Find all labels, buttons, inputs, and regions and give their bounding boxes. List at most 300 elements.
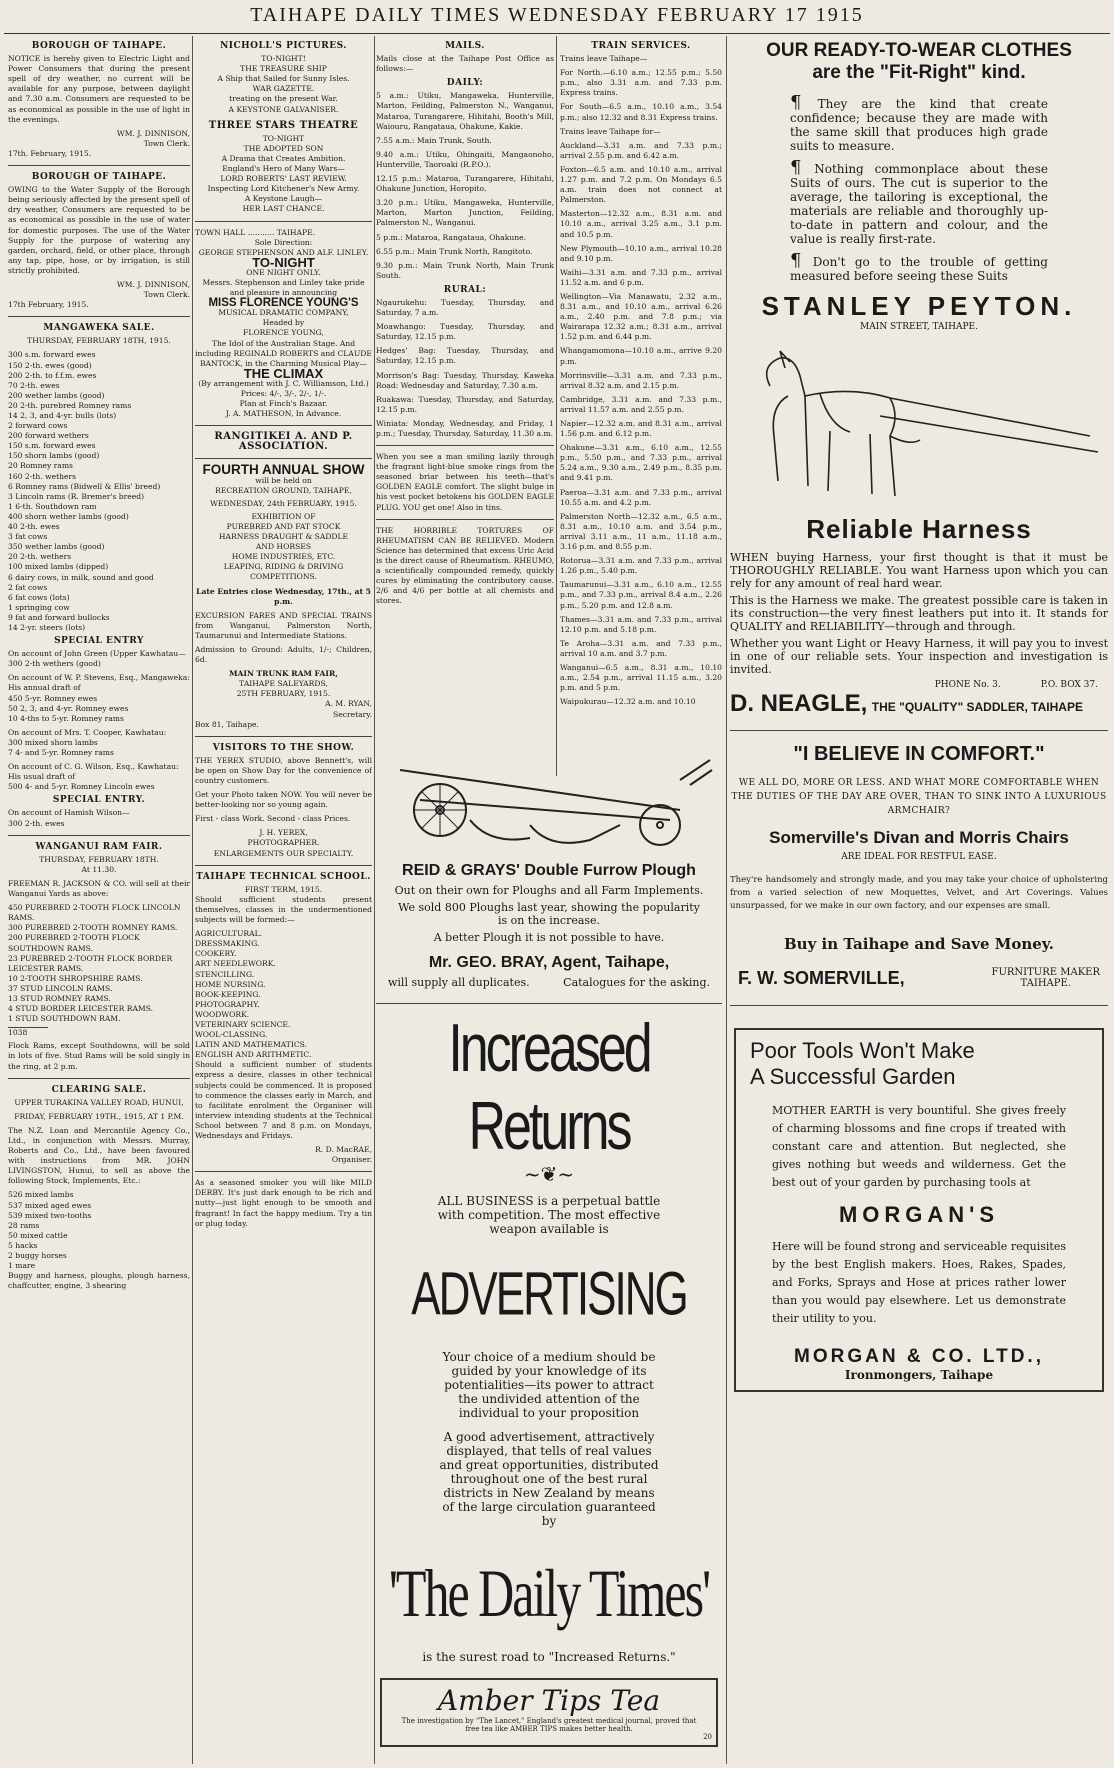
photographer-name: J. H. YEREX, xyxy=(259,828,308,838)
masthead-title: TAIHAPE DAILY TIMES xyxy=(250,4,502,26)
somerville-line xyxy=(730,967,1108,989)
ad-line: HOME INDUSTRIES, ETC. xyxy=(231,552,336,562)
train-entry: Palmerston North—12.32 a.m., 6.5 a.m., 8.31 a.m., 10.10 a.m. and 3.54 p.m., arrival 3.11 a.m., 11 a.m., 11.18 a.m., 3.16 p.m. and 8.55 p.m. xyxy=(560,511,722,552)
morgan-text: MOTHER EARTH is very bountiful. She gives freely of charming blossoms and fine crops if treated with constant care and attention. But neglected, she gives nothing but weeds and wilderness. Get the best out of your garden by purchasing tools at xyxy=(772,1104,1066,1189)
divider xyxy=(376,519,554,520)
show-headline: FOURTH ANNUAL SHOW xyxy=(202,462,365,478)
column-1 xyxy=(8,38,190,1763)
somerville-role-2: TAIHAPE. xyxy=(1020,978,1071,989)
ram-total: 1038 xyxy=(8,1027,48,1038)
ad-line: Plan at Finch's Bazaar. xyxy=(239,399,328,409)
list-item: 539 mixed two-tooths xyxy=(8,1210,92,1220)
entry-text: 10 4-ths to 5-yr. Romney rams xyxy=(8,713,124,723)
nicholls-title: NICHOLL'S PICTURES. xyxy=(220,41,347,51)
advert-text: A good advertisement, attractively displayed, that tells of real values and great opportunities, distributed throughout one of the best rural districts in New Zealand by means of the large circulation guaranteed by xyxy=(439,1430,659,1528)
train-services-title: TRAIN SERVICES. xyxy=(591,41,691,51)
advert-text: ALL BUSINESS is a perpetual battle with competition. The most effective weapon available is xyxy=(437,1194,661,1236)
flourish-icon: ~❦~ xyxy=(523,1162,575,1186)
divider xyxy=(8,835,190,836)
notice-signature: WM. J. DINNISON, xyxy=(116,279,190,289)
list-item: BOOK-KEEPING. xyxy=(195,989,261,999)
daily-times-name: 'The Daily Times' xyxy=(388,1555,710,1631)
entry-text: 450 5-yr. Romney ewes xyxy=(8,693,98,703)
entry-text: His annual draft of xyxy=(8,683,81,693)
plough-agent: Mr. GEO. BRAY, Agent, Taihape, xyxy=(428,954,670,971)
list-item: 200 2-th. to f.f.m. ewes xyxy=(8,370,97,380)
list-item: 3 fat cows xyxy=(8,532,48,542)
list-item: 5 hacks xyxy=(8,1240,38,1250)
list-item: DRESSMAKING. xyxy=(195,939,260,949)
list-item: 50 mixed cattle xyxy=(8,1230,68,1240)
plough-line: We sold 800 Ploughs last year, showing the popularity is on the increase. xyxy=(398,901,700,927)
divider xyxy=(8,1078,190,1079)
advert-text: Your choice of a medium should be guided by your knowledge of its potentialities—its power to attract the undivided attention of the individual to your proposition xyxy=(442,1350,656,1420)
plough-footer xyxy=(376,976,722,989)
visitors-text: Get your Photo taken NOW. You will never be better-looking nor so young again. xyxy=(195,790,372,810)
tech-school-title: TAIHAPE TECHNICAL SCHOOL. xyxy=(196,871,371,882)
entry-text: 500 4- and 5-yr. Romney Lincoln ewes xyxy=(8,782,155,792)
ad-line: RECREATION GROUND, TAIHAPE, xyxy=(215,485,352,495)
morgan-name: MORGAN & CO. LTD., xyxy=(794,1346,1044,1367)
divider xyxy=(195,736,372,737)
plough-line: Catalogues for the asking. xyxy=(563,976,710,989)
peyton-address: MAIN STREET, TAIHAPE. xyxy=(860,322,978,332)
ad-line: EXCURSION FARES AND SPECIAL TRAINS from Wanganui, Palmerston North, Taumarunui and Intermediate Stations. xyxy=(195,610,372,640)
column-5 xyxy=(730,38,1108,1763)
visitors-text: THE YEREX STUDIO, above Bennett's, will be open on Show Day for the convenience of country customers. xyxy=(195,755,372,785)
list-item: 2 buggy horses xyxy=(8,1251,67,1261)
list-item: AGRICULTURAL. xyxy=(195,929,263,939)
list-item: 70 2-th. ewes xyxy=(8,380,60,390)
neagle-name: D. NEAGLE, xyxy=(730,690,868,717)
train-entry: New Plymouth—10.10 a.m., arrival 10.28 and 9.10 p.m. xyxy=(560,243,722,263)
ad-line: ONE NIGHT ONLY. xyxy=(246,267,321,277)
ad-line: MAIN TRUNK RAM FAIR, xyxy=(229,669,338,679)
train-entry: Morrinsville—3.31 a.m. and 7.33 p.m., arrival 8.32 a.m. and 2.15 p.m. xyxy=(560,370,722,390)
clearing-sale-tail: Buggy and harness, ploughs, plough harness, chaffcutter, engine, 3 shearing xyxy=(8,1271,190,1291)
column-rule xyxy=(726,36,727,1764)
list-item: 450 PUREBRED 2-TOOTH FLOCK LINCOLN RAMS. xyxy=(8,903,181,923)
ad-line: WEDNESDAY, 24th FEBRUARY, 1915. xyxy=(210,498,357,508)
comfort-chairs: Somerville's Divan and Morris Chairs xyxy=(769,828,1069,847)
mail-entry: 5 p.m.: Mataroa, Rangataua, Ohakune. xyxy=(376,232,527,242)
ad-line: FLORENCE YOUNG, xyxy=(243,328,324,338)
train-entry: Rotorua—3.31 a.m. and 7.33 p.m., arrival 1.26 p.m., 5.40 p.m. xyxy=(560,556,722,576)
list-item: 3 Lincoln rams (R. Bremer's breed) xyxy=(8,491,145,501)
harness-text: This is the Harness we make. The greatest possible care is taken in its construction—the very finest leathers put into it. It stands for QUALITY and RELIABILITY—through and through. xyxy=(730,594,1108,633)
tech-role: Organiser. xyxy=(331,1155,372,1165)
peyton-name: STANLEY PEYTON. xyxy=(761,291,1077,321)
entry-text: On account of John Green (Upper Kawhatau— xyxy=(8,649,186,659)
amber-tips-ad xyxy=(380,1678,718,1747)
list-item: 10 2-TOOTH SHROPSHIRE RAMS. xyxy=(8,973,143,983)
list-item: 23 PUREBRED 2-TOOTH FLOCK BORDER LEICESTER RAMS. xyxy=(8,953,173,973)
list-item: 6 fat cows (lots) xyxy=(8,592,70,602)
pilcrow-icon: ¶ xyxy=(790,157,815,178)
ad-line: Box 81, Taihape. xyxy=(195,719,259,729)
list-item: 300 s.m. forward ewes xyxy=(8,350,96,360)
list-item: WOOL-CLASSING. xyxy=(195,1030,268,1040)
list-item: ENGLISH AND ARITHMETIC. xyxy=(195,1050,312,1060)
list-item: 150 s.m. forward ewes xyxy=(8,441,96,451)
ad-line: TAIHAPE SALEYARDS, xyxy=(239,679,328,689)
train-entry: Wanganui—6.5 a.m., 8.31 a.m., 10.10 a.m., 2.54 p.m., arrival 11.15 a.m., 3.20 p.m. and 5 p.m. xyxy=(560,662,722,693)
list-item: 100 mixed lambs (dipped) xyxy=(8,562,109,572)
peyton-text: Don't go to the trouble of getting measured before seeing these Suits xyxy=(790,255,1048,283)
pilcrow-icon: ¶ xyxy=(790,92,818,113)
divider xyxy=(195,1171,372,1172)
peyton-text xyxy=(790,250,1048,283)
morgan-role: Ironmongers, Taihape xyxy=(844,1368,994,1382)
neagle-box: P.O. BOX 37. xyxy=(1040,680,1098,690)
ad-line: TO-NIGHT xyxy=(262,133,305,143)
derby-ad: As a seasoned smoker you will like MILD DERBY. It's just dark enough to be rich and nutty—just light enough to be smooth and fragrant! In fact the happy medium. Try a tin or plug today. xyxy=(195,1178,372,1228)
mails-rural-heading: RURAL: xyxy=(443,284,487,295)
sale-date: THURSDAY, FEBRUARY 18TH, 1915. xyxy=(27,336,171,346)
list-item: WOODWORK. xyxy=(195,1009,250,1019)
list-item: 6 dairy cows, in milk, sound and good xyxy=(8,572,154,582)
train-entry: Whangamomona—10.10 a.m., arrive 9.20 p.m. xyxy=(560,346,722,366)
mail-entry: 5 a.m.: Utiku, Mangaweka, Hunterville, Marton, Feilding, Palmerston N., Wanganui, Mataroa, Turangarere, Hihitahi, Booth's Mill, Waiouru, Rangataua, Ohakune, Kakie. xyxy=(376,91,554,131)
ad-line: Sole Direction: xyxy=(254,237,313,247)
train-entry: Trains leave Taihape— xyxy=(560,54,648,64)
ad-line: A Ship that Sailed for Sunny Isles. xyxy=(217,74,350,84)
ram-fair-intro: FREEMAN R. JACKSON & CO. will sell at their Wanganui Yards as above: xyxy=(8,878,190,899)
horse-icon xyxy=(730,336,1108,514)
train-entry: Waihi—3.31 a.m. and 7.33 p.m., arrival 11.52 a.m. and 6 p.m. xyxy=(560,267,722,287)
list-item: 2 forward cows xyxy=(8,421,68,431)
pilcrow-icon: ¶ xyxy=(790,250,813,271)
clearing-sale-place: UPPER TURAKINA VALLEY ROAD, HUNUI, xyxy=(14,1097,184,1107)
divider xyxy=(376,1003,722,1004)
entry-text: On account of W. P. Stevens, Esq., Mangaweka: xyxy=(8,673,190,683)
entry-text: 300 mixed shorn lambs xyxy=(8,737,98,747)
three-stars-title: THREE STARS THEATRE xyxy=(208,119,359,131)
list-item: 150 shorn lambs (good) xyxy=(8,451,100,461)
notice-role: Town Clerk. xyxy=(143,290,190,300)
list-item: 20 2-th. purebred Romney rams xyxy=(8,400,132,410)
harness-text: Whether you want Light or Heavy Harness, it will pay you to invest in one of our reliable sets. Your inspection and investigation is invited. xyxy=(730,637,1108,676)
neagle-line xyxy=(730,690,1108,718)
column-rule xyxy=(556,36,557,776)
train-entry: Foxton—6.5 a.m. and 10.10 a.m., arrival 1.27 p.m. and 7.2 p.m. On Mondays 6.5 a.m. train does not connect at Palmerston. xyxy=(560,164,722,205)
train-entry: For North.—6.10 a.m.; 12.55 p.m.; 5.50 p.m., also 3.31 a.m. and 7.33 p.m. Express trains. xyxy=(560,68,722,98)
tech-term: FIRST TERM, 1915. xyxy=(244,884,323,894)
tech-signature: R. D. MacRAE, xyxy=(315,1145,372,1155)
ad-line: A KEYSTONE GALVANISER. xyxy=(228,104,339,114)
list-item: 6 Romney rams (Bidwell & Ellis' breed) xyxy=(8,481,161,491)
peyton-title: OUR READY-TO-WEAR CLOTHES xyxy=(766,40,1072,61)
column-2 xyxy=(195,38,372,1763)
sale-title: MANGAWEKA SALE. xyxy=(43,323,155,334)
tech-intro: Should sufficient students present themselves, classes in the undermentioned subjects will be formed:— xyxy=(195,894,372,925)
entry-text: On account of C. G. Wilson, Esq., Kawhatau: xyxy=(8,762,179,772)
column-4 xyxy=(560,38,722,773)
photographer-specialty: ENLARGEMENTS OUR SPECIALTY. xyxy=(213,848,354,858)
rangitikei-title: RANGITIKEI A. AND P. ASSOCIATION. xyxy=(214,431,353,453)
list-item: VETERINARY SCIENCE. xyxy=(195,1019,291,1029)
rheumo-ad: THE HORRIBLE TORTURES OF RHEUMATISM CAN BE RELIEVED. Modern Science has determined that excess Uric Acid is the direct cause of Rheumatism. RHEUMO, a scientifically compounded remedy, quickly cures by eliminating the contributory cause. 2/6 and 4/6 per bottle at all chemists and stores. xyxy=(376,525,554,606)
list-item: 200 wether lambs (good) xyxy=(8,390,105,400)
list-item: 14 2-yr. steers (lots) xyxy=(8,622,86,632)
list-item: 200 forward wethers xyxy=(8,431,89,441)
column-rule xyxy=(192,36,193,1764)
mail-entry: 12.15 p.m.: Mataroa, Turangarere, Hihitahi, Ohakune Junction, Horopito. xyxy=(376,174,554,194)
divider xyxy=(195,221,372,222)
train-entry: Paeroa—3.31 a.m. and 7.33 p.m., arrival 10.55 a.m. and 4.2 p.m. xyxy=(560,487,722,507)
divider xyxy=(730,730,1108,731)
comfort-text: They're handsomely and strongly made, and you may take your choice of upholstering from a varied selection of new Moquettes, Velvet, and Art Coverings. Values unsurpassed, for we make in our own factory, and our expenses are small. xyxy=(730,875,1108,911)
peyton-text xyxy=(790,157,1048,246)
list-item: 1 6-th. Southdown ram xyxy=(8,501,97,511)
town-hall-title: TOWN HALL ........... TAIHAPE. xyxy=(195,227,316,237)
comfort-title: "I BELIEVE IN COMFORT." xyxy=(793,743,1045,765)
notice-body: NOTICE is hereby given to Electric Light and Power Consumers that during the present spell of dry weather, no current will be available for any purpose, between daylight and 7.30 a.m. Consumers are requested to be as economical as possible in the use of light in the evenings. xyxy=(8,54,190,124)
entry-text: 300 2-th wethers (good) xyxy=(8,659,101,669)
ad-line: THE CLIMAX xyxy=(243,365,324,381)
peyton-text xyxy=(790,92,1048,153)
list-item: 37 STUD LINCOLN RAMS. xyxy=(8,983,113,993)
sale-list xyxy=(8,350,190,633)
ad-line: England's Hero of Many Wars— xyxy=(222,164,345,174)
list-item: 13 STUD ROMNEY RAMS. xyxy=(8,993,111,1003)
special-entry-heading: SPECIAL ENTRY. xyxy=(52,795,146,806)
ad-line: HER LAST CHANCE. xyxy=(242,204,325,214)
divider xyxy=(195,865,372,866)
peyton-body xyxy=(790,92,1048,283)
divider xyxy=(8,316,190,317)
train-entry: Ohakune—3.31 a.m., 6.10 a.m., 12.55 p.m., 5.50 p.m., and 7.33 p.m., arrival 5.24 a.m., 9.30 a.m., 2.49 p.m., 8.35 p.m. and 9.41 p.m. xyxy=(560,443,722,483)
list-item: 28 rams xyxy=(8,1220,40,1230)
train-entry: Taumarunui—3.31 a.m., 6.10 a.m., 12.55 p.m., and 7.33 p.m., arrival 8.4 a.m., 2.26 p.m., 5.20 p.m. and 12.8 a.m. xyxy=(560,580,722,610)
ad-line: WAR GAZETTE. xyxy=(252,84,315,94)
ad-line: Admission to Ground: Adults, 1/-; Children, 6d. xyxy=(195,644,372,665)
list-item: 200 PUREBRED 2-TOOTH FLOCK SOUTHDOWN RAMS. xyxy=(8,933,140,953)
list-item: 20 Romney rams xyxy=(8,461,73,471)
list-item: 150 2-th. ewes (good) xyxy=(8,360,92,370)
ad-line: MUSICAL DRAMATIC COMPANY, xyxy=(218,308,349,318)
list-item: 1 springing cow xyxy=(8,602,70,612)
morgan-store: MORGAN'S xyxy=(838,1202,1000,1227)
mail-entry: 9.40 a.m.: Utiku, Ohingaiti, Mangaonoho, Hunterville, Taoroaki (R.P.O.). xyxy=(376,149,554,169)
amber-tips-text: free tea like AMBER TIPS makes better health. xyxy=(465,1725,633,1733)
ram-fair-title: WANGANUI RAM FAIR. xyxy=(35,841,163,852)
divider xyxy=(195,425,372,426)
list-item: 400 shorn wether lambs (good) xyxy=(8,511,129,521)
train-entry: Te Aroha—3.31 a.m. and 7.33 p.m., arrival 10 a.m. and 3.7 p.m. xyxy=(560,638,722,658)
columns-3-4-lower xyxy=(376,778,722,1763)
mail-entry: Moawhango: Tuesday, Thursday, and Saturday, 12.15 p.m. xyxy=(376,322,554,342)
list-item: 350 wether lambs (good) xyxy=(8,542,105,552)
ad-line: HARNESS DRAUGHT & SADDLE xyxy=(218,532,349,542)
mail-entry: Morrison's Bag: Tuesday, Thursday, Kaweka Road: Wednesday and Saturday, 7.30 a.m. xyxy=(376,370,554,390)
train-entry: Auckland—3.31 a.m. and 7.33 p.m.; arrival 2.55 p.m. and 6.42 a.m. xyxy=(560,140,722,160)
ad-line: TO-NIGHT xyxy=(252,254,315,270)
amber-tips-title: Amber Tips Tea xyxy=(437,1684,661,1717)
ad-line: 25TH FEBRUARY, 1915. xyxy=(236,689,331,699)
mails-intro: Mails close at the Taihape Post Office as follows:— xyxy=(376,54,554,74)
ad-line: THE ADOPTED SON xyxy=(243,143,324,153)
mail-entry: Ngaurukehu: Tuesday, Thursday, and Saturday, 7 a.m. xyxy=(376,297,554,318)
list-item: 4 STUD BORDER LEICESTER RAMS. xyxy=(8,1004,154,1014)
notice-date: 17th February, 1915. xyxy=(8,300,89,310)
harness-text: WHEN buying Harness, your first thought is that it must be THOROUGHLY RELIABLE. You want Harness upon which you can rely for any amount of real hard wear. xyxy=(730,551,1108,590)
ad-line: Messrs. Stephenson and Linley take pride and pleasure in announcing xyxy=(202,277,365,298)
list-item: 40 2-th. ewes xyxy=(8,522,60,532)
train-entry: For South—6.5 a.m., 10.10 a.m., 3.54 p.m.; also 12.32 and 8.31 Express trains. xyxy=(560,102,722,122)
list-item: STENCILLING. xyxy=(195,969,255,979)
mail-entry: 7.55 a.m.: Main Trunk, South. xyxy=(376,135,492,145)
somerville-role xyxy=(992,967,1100,989)
special-entry-heading: SPECIAL ENTRY xyxy=(54,636,144,647)
entry-text: 50 2, 3, and 4-yr. Romney ewes xyxy=(8,703,129,713)
ad-line: Inspecting Lord Kitchener's New Army. xyxy=(207,184,360,194)
list-item: 300 PUREBRED 2-TOOTH ROMNEY RAMS. xyxy=(8,923,178,933)
mail-entry: Winiata: Monday, Wednesday, and Friday, 1 p.m.; Tuesday, Thursday, Saturday, 11.30 a.m. xyxy=(376,418,554,438)
ad-line: A. M. RYAN, xyxy=(325,699,372,709)
neagle-contact xyxy=(730,680,1098,690)
list-item: COOKERY. xyxy=(195,949,237,959)
column-rule xyxy=(374,36,375,1764)
morgan-title-2: A Successful Garden xyxy=(750,1064,956,1089)
list-item: PHOTOGRAPHY. xyxy=(195,999,260,1009)
divider xyxy=(376,445,554,446)
masthead-rule xyxy=(4,33,1110,34)
ad-line: GEORGE STEPHENSON AND ALF. LINLEY. xyxy=(198,247,369,257)
plough-line: Out on their own for Ploughs and all Farm Implements. xyxy=(394,884,704,897)
ad-line: Prices: 4/-, 3/-, 2/-, 1/-. xyxy=(240,389,327,398)
mail-entry: 9.30 p.m.: Main Trunk North, Main Trunk South. xyxy=(376,260,554,280)
clearing-sale-title: CLEARING SALE. xyxy=(51,1084,147,1095)
increased-returns-headline: Increased Returns xyxy=(448,1011,650,1165)
mails-title: MAILS. xyxy=(445,41,485,51)
masthead-year: 1915 xyxy=(815,4,864,26)
mail-entry: 3.20 p.m.: Utiku, Mangaweka, Hunterville, Marton, Marton Junction, Feilding, Palmerston N., Wanganui. xyxy=(376,198,554,228)
list-item: 2 fat cows xyxy=(8,582,48,592)
ad-line: LEAPING, RIDING & DRIVING COMPETITIONS. xyxy=(223,562,344,582)
ad-line: MISS FLORENCE YOUNG'S xyxy=(208,297,359,310)
ad-line: Late Entries close Wednesday, 17th., at 5 p.m. xyxy=(196,586,371,606)
amber-tips-text: The investigation by "The Lancet," England's greatest medical journal, proved that xyxy=(401,1717,697,1725)
ad-line: PUREBRED AND FAT STOCK xyxy=(226,521,341,531)
morgan-title-1: Poor Tools Won't Make xyxy=(750,1038,975,1063)
ad-line: (By arrangement with J. C. Williamson, Ltd.) xyxy=(198,378,369,388)
peyton-text: They are the kind that create confidence; because they are made with the same skill that produces high grade suits to measure. xyxy=(790,97,1048,153)
list-item: LATIN AND MATHEMATICS. xyxy=(195,1040,308,1050)
ad-line: EXHIBITION OF xyxy=(251,511,316,521)
morgan-ad xyxy=(734,1028,1104,1392)
horses-illustration xyxy=(730,336,1108,514)
ad-line: A Drama that Creates Ambition. xyxy=(221,153,346,163)
golden-eagle-ad: When you see a man smiling lazily through the fragrant light-blue smoke rings from the seasoned briar between his teeth—that's GOLDEN EAGLE comfort. The slight bulge in his vest pocket betokens his GOLDEN EAGLE PLUG. YOU get one! Also in tins. xyxy=(376,452,554,512)
comfort-text: WE ALL DO, MORE OR LESS. AND WHAT MORE COMFORTABLE WHEN THE DUTIES OF THE DAY ARE OVER, THAN TO SINK INTO A LUXURIOUS ARMCHAIR? xyxy=(731,778,1107,816)
list-item: 526 mixed lambs xyxy=(8,1190,74,1200)
notice-date: 17th. February, 1915. xyxy=(8,148,92,158)
amber-tips-number: 20 xyxy=(703,1733,712,1741)
train-entry: Cambridge, 3.31 a.m. and 7.33 p.m., arrival 11.57 a.m. and 2.55 p.m. xyxy=(560,394,722,414)
ad-line: AND HORSES xyxy=(255,542,312,552)
plough-headline: REID & GRAYS' Double Furrow Plough xyxy=(402,862,696,879)
entry-text: On account of Mrs. T. Cooper, Kawhatau: xyxy=(8,727,167,737)
clearing-sale-date: FRIDAY, FEBRUARY 19TH., 1915, AT 1 P.M. xyxy=(14,1111,184,1121)
mail-entry: 6.55 p.m.: Main Trunk North, Rangitoto. xyxy=(376,246,533,256)
list-item: 537 mixed aged ewes xyxy=(8,1200,92,1210)
entry-text: 7 4- and 5-yr. Romney rams xyxy=(8,748,114,757)
neagle-tag: THE "QUALITY" SADDLER, TAIHAPE xyxy=(871,700,1083,714)
visitors-text: First - class Work. Second - class Prices. xyxy=(195,814,351,824)
notice-role: Town Clerk. xyxy=(143,138,190,148)
photographer-role: PHOTOGRAPHER. xyxy=(247,838,320,848)
ram-fair-time: At 11.30. xyxy=(81,864,117,874)
comfort-buy: Buy in Taihape and Save Money. xyxy=(783,935,1054,953)
ad-line: will be held on xyxy=(255,475,312,485)
somerville-role-1: FURNITURE MAKER xyxy=(991,967,1100,978)
ad-line: treating on the present War. xyxy=(229,94,338,104)
list-item: 9 fat and forward bullocks xyxy=(8,612,110,622)
peyton-subtitle: are the "Fit-Right" kind. xyxy=(812,62,1026,83)
list-item: 1 mare xyxy=(8,1261,36,1271)
entry-text: On account of Hamish Wilson— xyxy=(8,808,130,818)
notice-title: BOROUGH OF TAIHAPE. xyxy=(31,172,167,183)
list-item: ART NEEDLEWORK. xyxy=(195,959,276,969)
train-entry: Wellington—Via Manawatu, 2.32 a.m., 8.31 a.m., and 10.10 a.m., arrival 6.26 a.m., 2.40 p.m. and 7.8 p.m.; via Wairarapa 12.32 a.m.; 8.31 a.m., arrival 1.52 p.m. and 6.44 p.m. xyxy=(560,291,722,342)
peyton-text: Nothing commonplace about these Suits of ours. The cut is superior to the average, the tailoring is exceptional, the materials are reliable and thoroughly up-to-date in pattern and colour, and the value is really first-rate. xyxy=(790,162,1048,246)
ad-line: LORD ROBERTS' LAST REVIEW. xyxy=(220,174,347,184)
list-item: 14 2, 3, and 4-yr. bulls (lots) xyxy=(8,411,117,420)
train-entry: Trains leave Taihape for— xyxy=(560,126,661,136)
mails-daily-heading: DAILY: xyxy=(446,78,484,89)
tech-body: Should a sufficient number of students express a desire, classes in other technical subjects could be commenced. It is proposed to commence the classes early in March, and to facilitate enrolment the Organiser will interview intending students at the Technical School between 7 and 8 p.m. on Mondays, Wednesdays and Fridays. xyxy=(195,1060,372,1140)
divider xyxy=(195,458,372,459)
notice-signature: WM. J. DINNISON, xyxy=(116,128,190,138)
harness-title: Reliable Harness xyxy=(806,514,1032,544)
ad-line: The Idol of the Australian Stage. And including REGINALD ROBERTS and CLAUDE BANTOCK, in the Charming Musical Play— xyxy=(195,338,372,368)
masthead-date: WEDNESDAY FEBRUARY 17 xyxy=(507,4,809,26)
column-3 xyxy=(376,38,554,773)
train-entry: Masterton—12.32 a.m., 8.31 a.m. and 10.10 a.m., arrival 3.25 a.m., 3.1 p.m. and 10.5 p.m. xyxy=(560,209,722,239)
ad-line: THE TREASURE SHIP xyxy=(240,64,327,74)
entry-text: His usual draft of xyxy=(8,772,76,782)
neagle-phone: PHONE No. 3. xyxy=(934,680,1001,690)
train-entry: Napier—12.32 a.m. and 8.31 a.m., arrival 1.56 p.m. and 6.12 p.m. xyxy=(560,419,722,439)
masthead xyxy=(0,0,1114,32)
ad-line: Secretary. xyxy=(333,709,372,719)
morgan-text: Here will be found strong and serviceable requisites by the best English makers. Hoes, Rakes, Spades, and Forks, Sprays and Hose at prices rather lower than you would pay elsewhere. Let us demonstrate their utility to you. xyxy=(772,1240,1066,1325)
advertising-word: ADVERTISING xyxy=(411,1260,687,1329)
divider xyxy=(8,165,190,166)
plough-line: will supply all duplicates. xyxy=(388,976,530,989)
plough-line: A better Plough it is not possible to have. xyxy=(433,931,665,944)
entry-text: 300 2-th. ewes xyxy=(8,818,65,828)
clearing-sale-body: The N.Z. Loan and Mercantile Agency Co., Ltd., in conjunction with Messrs. Murray, Roberts and Co., Ltd., have been favoured with instructions from MR. JOHN LIVINGSTON, Hunui, to sell as above the following Stock, Implements, Etc.: xyxy=(8,1125,190,1186)
somerville-name: F. W. SOMERVILLE, xyxy=(738,967,905,988)
train-entry: Waipukurau—12.32 a.m. and 10.10 xyxy=(560,697,696,707)
mail-entry: Ruakawa: Tuesday, Thursday, and Saturday, 12.15 p.m. xyxy=(376,394,554,414)
list-item: 20 2-th. wethers xyxy=(8,552,72,562)
divider xyxy=(730,1005,1108,1006)
notice-body: OWING to the Water Supply of the Borough being seriously affected by the present spell of dry weather, Consumers are requested to be as economical as possible in the use of water for domestic purposes. The use of the Water Supply for the purpose of watering any garden, orchard, field, or other place, through any tap, pipe, hose, or by irrigation, is still strictly prohibited. xyxy=(8,185,190,275)
ad-line: TO-NIGHT! xyxy=(261,54,306,64)
train-entry: Thames—3.31 a.m. and 7.33 p.m., arrival 12.10 p.m. and 5.18 p.m. xyxy=(560,614,722,634)
ram-fair-date: THURSDAY, FEBRUARY 18TH. xyxy=(39,854,159,864)
list-item: 160 2-th. wethers xyxy=(8,471,77,481)
ad-line: J. A. MATHESON, In Advance. xyxy=(225,409,342,419)
mail-entry: Hedges' Bag: Tuesday, Thursday, and Saturday, 12.15 p.m. xyxy=(376,346,554,366)
ad-line: A Keystone Laugh— xyxy=(244,194,323,204)
notice-title: BOROUGH OF TAIHAPE. xyxy=(31,41,167,51)
list-item: HOME NURSING. xyxy=(195,979,266,989)
list-item: 1 STUD SOUTHDOWN RAM. xyxy=(8,1014,121,1024)
